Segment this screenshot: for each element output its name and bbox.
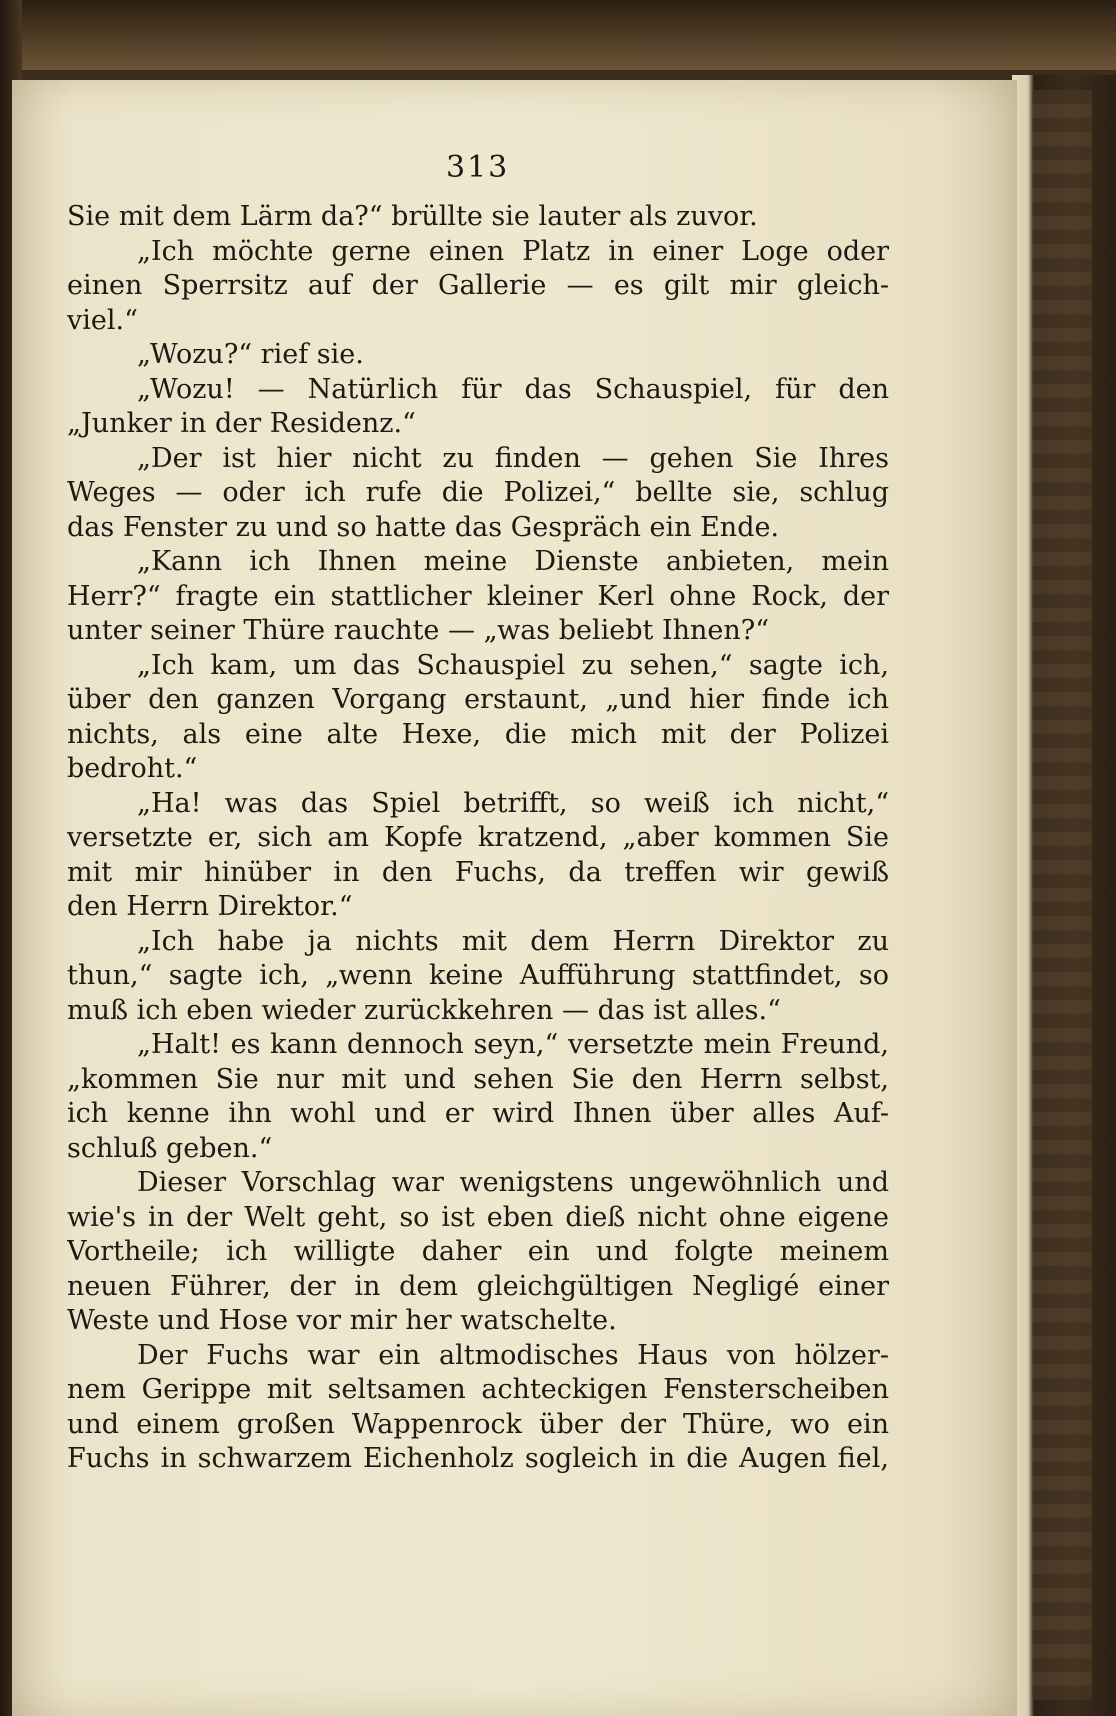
text-line: und einem großen Wappenrock über der Thüre, wo ein bbox=[67, 1408, 889, 1440]
text-line: „Wozu! — Natürlich für das Schauspiel, für den bbox=[137, 373, 889, 405]
text-line: „kommen Sie nur mit und sehen Sie den Herrn selbst, bbox=[67, 1063, 889, 1095]
text-line: „Ha! was das Spiel betrifft, so weiß ich nicht,“ bbox=[137, 787, 889, 819]
text-line: „Halt! es kann dennoch seyn,“ versetzte mein Freund, bbox=[137, 1029, 889, 1060]
text-line: „Der ist hier nicht zu finden — gehen Sie Ihres bbox=[137, 442, 889, 474]
text-line: thun,“ sagte ich, „wenn keine Aufführung stattfindet, so bbox=[67, 960, 889, 991]
text-line: „Junker in der Residenz.“ bbox=[67, 408, 416, 439]
text-line: nichts, als eine alte Hexe, die mich mit der Polizei bbox=[67, 718, 889, 750]
text-line: Fuchs in schwarzem Eichenholz sogleich in die Augen fiel, bbox=[67, 1443, 889, 1474]
text-line: ich kenne ihn wohl und er wird Ihnen über alles Auf- bbox=[67, 1098, 889, 1129]
text-line: viel.“ bbox=[67, 304, 138, 336]
book-cover-right-texture bbox=[1032, 90, 1092, 1700]
text-line: Sie mit dem Lärm da?“ brüllte sie lauter als zuvor. bbox=[67, 201, 758, 232]
text-line: Weste und Hose vor mir her watschelte. bbox=[67, 1305, 617, 1336]
text-line: unter seiner Thüre rauchte — „was beliebt Ihnen?“ bbox=[67, 615, 770, 646]
text-line: das Fenster zu und so hatte das Gespräch ein Ende. bbox=[67, 511, 780, 543]
page-number: 313 bbox=[446, 150, 510, 185]
text-line: schluß geben.“ bbox=[67, 1132, 273, 1164]
book-page bbox=[12, 80, 1017, 1716]
text-line: „Kann ich Ihnen meine Dienste anbieten, mein bbox=[137, 546, 889, 577]
text-line: Dieser Vorschlag war wenigstens ungewöhnlich und bbox=[137, 1167, 889, 1198]
text-line: „Ich möchte gerne einen Platz in einer Loge oder bbox=[137, 235, 889, 267]
text-line: „Wozu?“ rief sie. bbox=[137, 339, 364, 370]
page-text-body bbox=[67, 200, 889, 1477]
book-cover-top-edge bbox=[0, 0, 1116, 70]
text-line: muß ich eben wieder zurückkehren — das ist alles.“ bbox=[67, 994, 781, 1026]
text-line: „Ich habe ja nichts mit dem Herrn Direktor zu bbox=[137, 925, 889, 957]
text-line: versetzte er, sich am Kopfe kratzend, „aber kommen Sie bbox=[67, 822, 889, 853]
text-line: mit mir hinüber in den Fuchs, da treffen wir gewiß bbox=[67, 856, 889, 888]
text-line: Weges — oder ich rufe die Polizei,“ bellte sie, schlug bbox=[67, 477, 889, 508]
text-line: den Herrn Direktor.“ bbox=[67, 891, 353, 922]
text-line: nem Gerippe mit seltsamen achteckigen Fensterscheiben bbox=[67, 1374, 889, 1405]
text-line: wie's in der Welt geht, so ist eben dieß nicht ohne eigene bbox=[67, 1201, 889, 1233]
text-line: neuen Führer, der in dem gleichgültigen Negligé einer bbox=[67, 1270, 889, 1302]
text-line: einen Sperrsitz auf der Gallerie — es gilt mir gleich- bbox=[67, 270, 889, 301]
text-line: Herr?“ fragte ein stattlicher kleiner Kerl ohne Rock, der bbox=[67, 580, 889, 612]
text-line: „Ich kam, um das Schauspiel zu sehen,“ sagte ich, bbox=[137, 649, 889, 681]
text-line: über den ganzen Vorgang erstaunt, „und hier finde ich bbox=[67, 684, 889, 715]
text-line: Der Fuchs war ein altmodisches Haus von hölzer- bbox=[137, 1339, 889, 1371]
text-line: bedroht.“ bbox=[67, 753, 198, 784]
text-line: Vortheile; ich willigte daher ein und folgte meinem bbox=[67, 1236, 889, 1267]
